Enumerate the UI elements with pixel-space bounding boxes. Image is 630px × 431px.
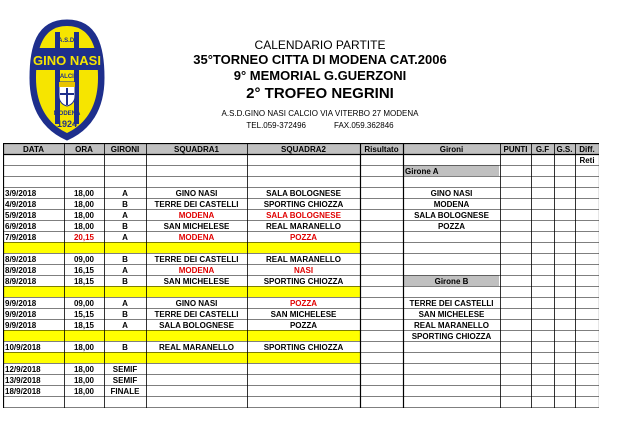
girone-b-team: SAN MICHELESE	[418, 310, 485, 319]
match-time: 18,15	[73, 277, 95, 286]
match-team-1: GINO NASI	[175, 189, 218, 198]
match-time: 09,00	[73, 299, 95, 308]
girone-a-team: POZZA	[437, 222, 466, 231]
match-group: B	[122, 310, 128, 319]
match-team-2: NASI	[293, 266, 314, 275]
match-time: 18,00	[73, 376, 95, 385]
logo-calcio: CALCIO	[55, 74, 79, 80]
match-team-2: POZZA	[289, 299, 318, 308]
match-group: A	[122, 189, 128, 198]
highlight-row	[3, 286, 360, 297]
match-date: 5/9/2018	[5, 211, 37, 220]
gironi-table-col-header: Gironi	[439, 145, 464, 154]
data-col-header: DATA	[22, 145, 45, 154]
match-group: B	[122, 255, 128, 264]
match-time: 18,00	[73, 222, 95, 231]
match-time: 18,00	[73, 200, 95, 209]
match-time: 18,00	[73, 387, 95, 396]
match-team-2: SALA BOLOGNESE	[266, 189, 341, 198]
girone-a-team: GINO NASI	[430, 189, 473, 198]
club-logo	[28, 18, 106, 142]
match-team-1: SAN MICHELESE	[163, 277, 230, 286]
match-date: 9/9/2018	[5, 299, 37, 308]
logo-asd: A.S.D.	[58, 38, 76, 44]
girone-a-team: MODENA	[433, 200, 470, 209]
club-address: A.S.D.GINO NASI CALCIO VIA VITERBO 27 MODENA	[221, 109, 419, 118]
match-team-2: SAN MICHELESE	[270, 310, 337, 319]
match-team-2: REAL MARANELLO	[266, 255, 341, 264]
match-team-1: TERRE DEI CASTELLI	[154, 310, 239, 319]
match-date: 9/9/2018	[5, 321, 37, 330]
match-date: 9/9/2018	[5, 310, 37, 319]
match-group: A	[122, 266, 128, 275]
girone-b-team: SPORTING CHIOZZA	[411, 332, 492, 341]
match-team-2: POZZA	[289, 233, 318, 242]
schedule-table	[3, 143, 599, 408]
match-team-1: TERRE DEI CASTELLI	[154, 200, 239, 209]
match-time: 16,15	[73, 266, 95, 275]
girone-b-team: REAL MARANELLO	[414, 321, 489, 330]
gs-col-header: G.S.	[556, 145, 573, 154]
risultato-col-header: Risultato	[364, 145, 399, 154]
match-team-1: GINO NASI	[175, 299, 218, 308]
contact-line	[120, 121, 520, 130]
match-time: 18,00	[73, 343, 95, 352]
match-date: 10/9/2018	[5, 343, 41, 352]
match-group: A	[122, 321, 128, 330]
match-date: 4/9/2018	[5, 200, 37, 209]
match-date: 12/9/2018	[5, 365, 41, 374]
match-team-2: SPORTING CHIOZZA	[263, 200, 344, 209]
squadra1-col-header: SQUADRA1	[174, 145, 219, 154]
tournament-title: 35°TORNEO CITTA DI MODENA CAT.2006	[193, 52, 447, 67]
match-time: 18,15	[73, 321, 95, 330]
match-date: 18/9/2018	[5, 387, 41, 396]
match-date: 8/9/2018	[5, 266, 37, 275]
phone-number: TEL.059-372496	[246, 121, 306, 130]
match-team-2: SPORTING CHIOZZA	[263, 343, 344, 352]
match-group: B	[122, 200, 128, 209]
memorial-title: 9° MEMORIAL G.GUERZONI	[233, 68, 407, 83]
match-time: 18,00	[73, 211, 95, 220]
match-group: B	[122, 222, 128, 231]
highlight-row	[3, 242, 360, 253]
logo-name: GINO NASI	[33, 53, 101, 68]
match-group: A	[122, 233, 128, 242]
match-group: B	[122, 277, 128, 286]
match-team-1: TERRE DEI CASTELLI	[154, 255, 239, 264]
city-crest-icon	[59, 82, 75, 106]
match-group: B	[122, 343, 128, 352]
punti-col-header: PUNTI	[503, 145, 528, 154]
gironi-col-header: GIRONI	[110, 145, 140, 154]
match-team-1: SALA BOLOGNESE	[159, 321, 234, 330]
girone-b-title: Girone B	[434, 277, 469, 286]
match-team-1: REAL MARANELLO	[159, 343, 234, 352]
match-group: SEMIF	[112, 376, 138, 385]
diff-col-header: Diff.	[579, 145, 595, 154]
match-team-1: MODENA	[178, 211, 215, 220]
match-time: 15,15	[73, 310, 95, 319]
match-date: 3/9/2018	[5, 189, 37, 198]
match-group: FINALE	[110, 387, 140, 396]
match-date: 8/9/2018	[5, 277, 37, 286]
match-date: 13/9/2018	[5, 376, 41, 385]
girone-a-team: SALA BOLOGNESE	[414, 211, 489, 220]
gf-col-header: G.F	[535, 145, 550, 154]
logo-city: MODENA	[53, 111, 81, 117]
match-time: 20,15	[73, 233, 95, 242]
ora-col-header: ORA	[75, 145, 93, 154]
highlight-row	[3, 352, 360, 363]
match-team-1: MODENA	[178, 233, 215, 242]
match-team-2: SALA BOLOGNESE	[266, 211, 341, 220]
girone-b-team: TERRE DEI CASTELLI	[409, 299, 494, 308]
match-team-2: REAL MARANELLO	[266, 222, 341, 231]
match-team-1: SAN MICHELESE	[163, 222, 230, 231]
diff-subheader: Reti	[579, 156, 595, 165]
match-time: 09,00	[73, 255, 95, 264]
match-team-2: POZZA	[289, 321, 318, 330]
match-group: SEMIF	[112, 365, 138, 374]
highlight-row	[3, 330, 360, 341]
match-date: 6/9/2018	[5, 222, 37, 231]
fax-number: FAX.059.362846	[334, 121, 394, 130]
calendar-heading: CALENDARIO PARTITE	[254, 38, 386, 52]
match-group: A	[122, 299, 128, 308]
match-date: 8/9/2018	[5, 255, 37, 264]
match-date: 7/9/2018	[5, 233, 37, 242]
match-time: 18,00	[73, 189, 95, 198]
match-group: A	[122, 211, 128, 220]
girone-a-title: Girone A	[405, 167, 439, 176]
match-team-2: SPORTING CHIOZZA	[263, 277, 344, 286]
match-time: 18,00	[73, 365, 95, 374]
trophy-title: 2° TROFEO NEGRINI	[246, 85, 394, 102]
squadra2-col-header: SQUADRA2	[281, 145, 326, 154]
match-team-1: MODENA	[178, 266, 215, 275]
logo-year: 1924	[56, 119, 78, 129]
